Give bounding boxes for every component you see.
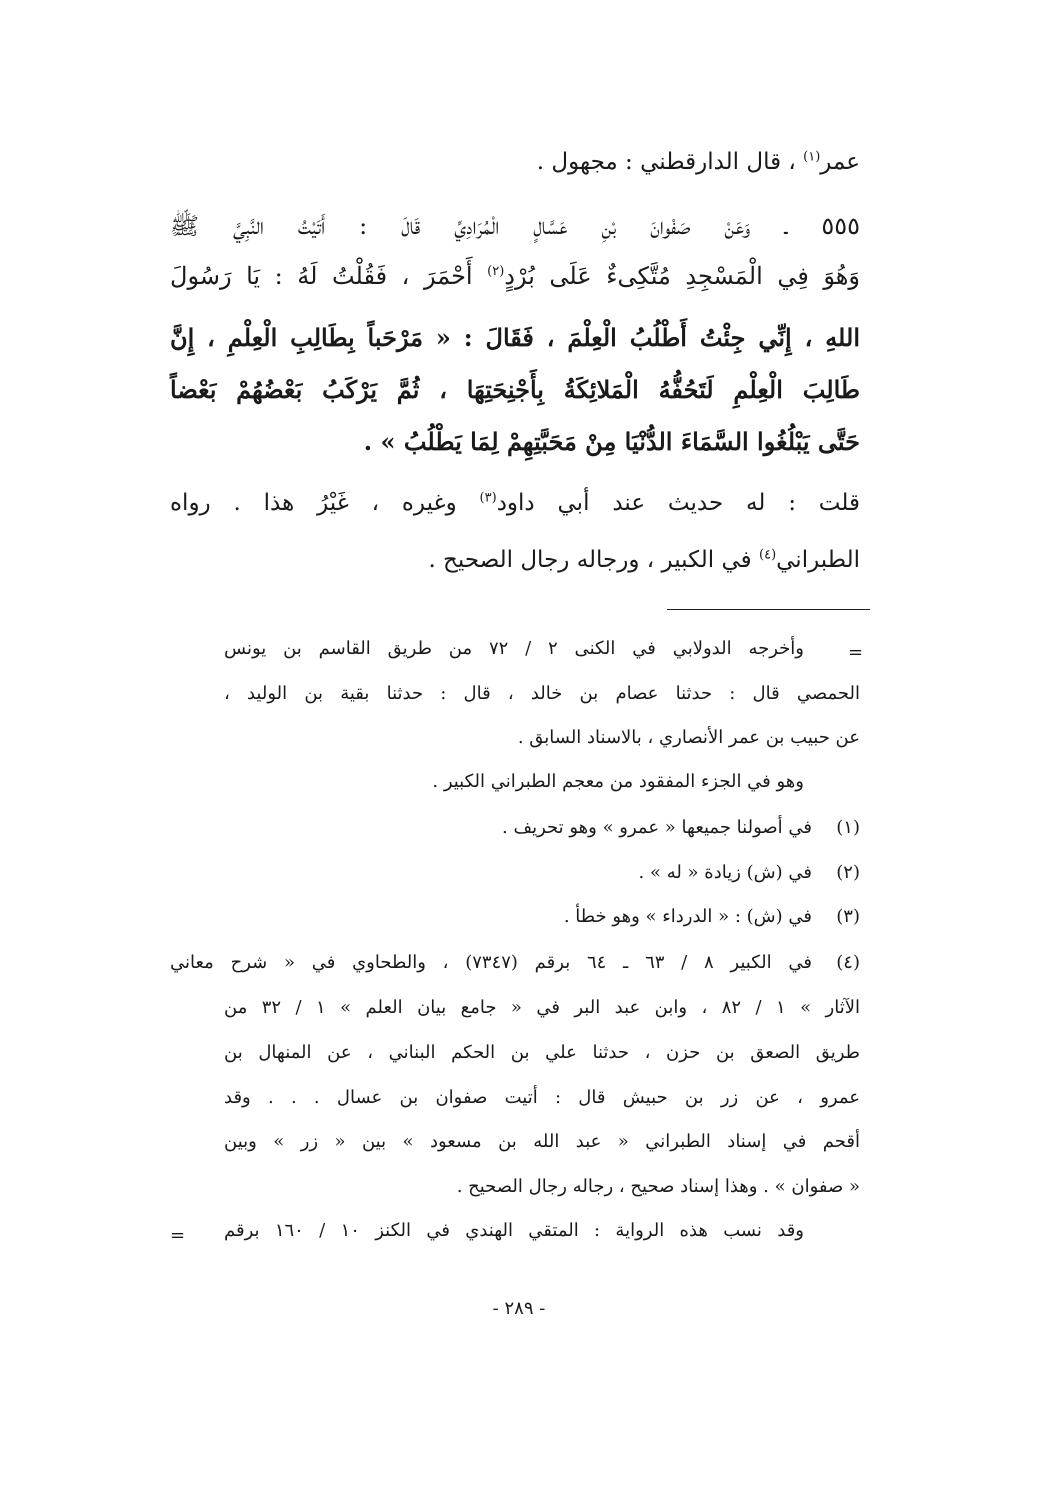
footnote-2: [170, 860, 860, 886]
page-number: - ٢٨٩ -: [492, 1298, 546, 1319]
footnote-4-text-6: « صفوان » . وهذا إسناد صحيح ، رجاله رجال الصحيح .: [456, 1176, 860, 1197]
footnote-cont-text-1: وأخرجه الدولابي في الكنى ٢ / ٧٢ من طريق القاسم بن يونس: [224, 638, 804, 659]
footnote-3: [170, 904, 860, 930]
footnote-ref-1: (١): [803, 149, 821, 165]
hadith-line-3: [170, 323, 860, 353]
main-line-1: [170, 147, 860, 177]
footnote-1: [170, 815, 860, 841]
hadith-text-1: ٥٥٥ ـ وَعَنْ صَفْوانَ بْنِ عَسَّالٍ الْمُرَادِيِّ قَالَ : أَتَيْتُ النَّبِيَّ ﷺ: [170, 212, 860, 240]
footnote-1-text: في أصولنا جميعها « عمرو » وهو تحريف .: [502, 817, 812, 838]
footnote-4-number: (٤): [836, 952, 860, 973]
footnote-ref-3: (٣): [479, 490, 497, 506]
word-omar: عمر: [820, 149, 860, 175]
footnote-last-text: وقد نسب هذه الرواية : المتقي الهندي في الكنز ١٠ / ١٦٠ برقم: [224, 1220, 804, 1241]
footnote-4-text-4: عمرو ، عن زر بن حبيش قال : أتيت صفوان بن عسال . . . وقد: [224, 1087, 860, 1108]
footnote-4-text-3: طريق الصعق بن حزن ، حدثنا علي بن الحكم البناني ، عن المنهال بن: [224, 1042, 860, 1063]
hadith-text-3: اللهِ ، إِنِّي جِئْتُ أَطْلُبُ الْعِلْمَ ، فَقَالَ : « مَرْحَباً بِطَالِبِ الْعِلْمِ ، إِنَّ: [170, 323, 860, 352]
footnote-separator: [667, 609, 870, 610]
footnote-2-text: في (ش) زيادة « له » .: [638, 862, 812, 883]
footnote-cont-text-3: عن حبيب بن عمر الأنصاري ، بالاسناد السابق .: [517, 727, 860, 748]
footnote-cont-line-4: [224, 769, 804, 795]
hadith-text-2a: وَهُوَ فِي الْمَسْجِدِ مُتَّكِىءٌ عَلَى بُرْدٍ: [504, 262, 860, 290]
footnote-cont-text-4: وهو في الجزء المفقود من معجم الطبراني الكبير .: [432, 771, 804, 792]
comment-line-1: [170, 488, 860, 518]
footnote-4-line-2: [224, 995, 860, 1021]
footnote-2-number: (٢): [836, 862, 860, 883]
hadith-line-5: [170, 427, 860, 457]
footnote-4: [170, 950, 860, 976]
hadith-text-5: حَتَّى يَبْلُغُوا السَّمَاءَ الدُّنْيَا مِنْ مَحَبَّتِهِمْ لِمَا يَطْلُبُ » .: [363, 427, 860, 456]
hadith-text-2b: أَحْمَرَ ، فَقُلْتُ لَهُ : يَا رَسُولَ: [170, 262, 473, 290]
footnote-ref-4: (٤): [759, 547, 777, 563]
footnote-last-line: [224, 1218, 804, 1244]
comment-text-2b: في الكبير ، ورجاله رجال الصحيح .: [428, 547, 752, 573]
comment-text-1a: قلت : له حديث عند أبي داود: [496, 490, 861, 516]
comment-text-1b: وغيره ، غَيْرُ هذا . رواه: [170, 490, 457, 516]
footnote-4-line-5: [224, 1129, 860, 1155]
footnote-cont-line-3: [224, 725, 860, 751]
continuation-mark: =: [848, 642, 864, 663]
footnote-cont-text-2: الحمصي قال : حدثنا عصام بن خالد ، قال : حدثنا بقية بن الوليد ،: [224, 683, 860, 704]
comment-line-2: [170, 545, 860, 575]
hadith-line-1: [170, 211, 860, 241]
footnote-cont-line-1: [224, 636, 804, 662]
end-continuation-mark: =: [170, 1225, 186, 1246]
daraqutni-statement: ، قال الدارقطني : مجهول .: [536, 149, 796, 175]
footnote-4-line-4: [224, 1085, 860, 1111]
footnote-4-line-6: [224, 1174, 860, 1200]
footnote-ref-2: (٢): [487, 264, 505, 279]
hadith-text-4: طَالِبَ الْعِلْمِ لَتَحُفُّهُ الْمَلائِكَةُ بِأَجْنِحَتِهَا ، ثُمَّ يَرْكَبُ بَعْضُهُمْ بَعْضاً: [170, 375, 860, 404]
footnote-4-text-5: أقحم في إسناد الطبراني « عبد الله بن مسعود » بين « زر » وبين: [224, 1131, 860, 1152]
hadith-line-2: [170, 261, 860, 291]
footnote-3-text: في (ش) : « الدرداء » وهو خطأ .: [563, 906, 812, 927]
footnote-4-line-3: [224, 1040, 860, 1066]
footnote-4-text-2: الآثار » ١ / ٨٢ ، وابن عبد البر في « جامع بيان العلم » ١ / ٣٢ من: [224, 997, 860, 1018]
footnote-3-number: (٣): [836, 906, 860, 927]
comment-text-2a: الطبراني: [776, 547, 860, 573]
footnote-1-number: (١): [836, 817, 860, 838]
hadith-line-4: [170, 375, 860, 405]
footnote-cont-line-2: [224, 681, 860, 707]
footnote-4-text: في الكبير ٨ / ٦٣ ـ ٦٤ برقم (٧٣٤٧) ، والطحاوي في « شرح معاني: [170, 952, 812, 973]
